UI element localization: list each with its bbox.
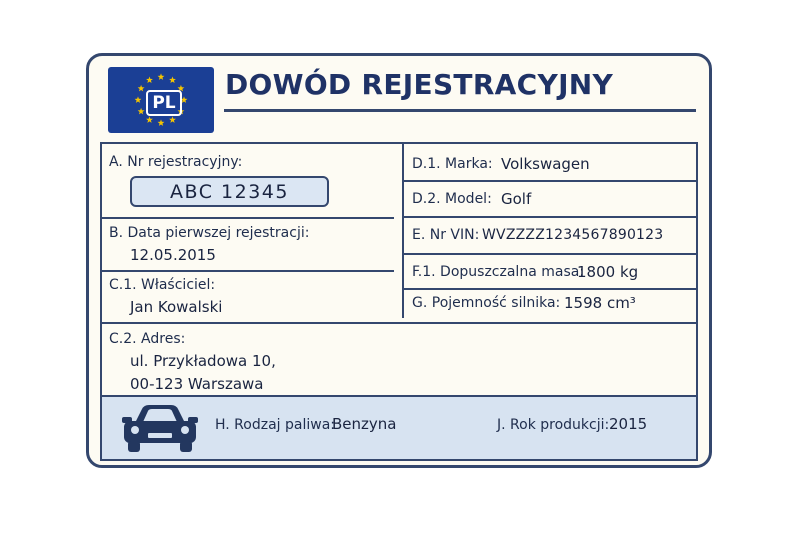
flag-star [138, 108, 145, 115]
label-model: D.2. Model: [412, 191, 492, 207]
fields-frame [100, 142, 698, 397]
eu-flag [108, 67, 214, 133]
value-wlasciciel: Jan Kowalski [130, 298, 223, 316]
flag-star [146, 76, 153, 83]
value-vin: WVZZZZ1234567890123 [482, 227, 664, 243]
value-masa: 1800 kg [577, 263, 639, 281]
document-title: DOWÓD REJESTRACYJNY [225, 68, 614, 101]
value-data-rejestracji: 12.05.2015 [130, 246, 216, 264]
flag-star [158, 73, 165, 80]
flag-star [169, 116, 176, 123]
car-icon [120, 403, 200, 455]
row-divider [404, 180, 698, 182]
label-paliwo: H. Rodzaj paliwa: [215, 417, 335, 433]
flag-star [169, 76, 176, 83]
value-adres-line2: 00-123 Warszawa [130, 375, 264, 393]
value-adres-line1: ul. Przykładowa 10, [130, 352, 276, 370]
row-divider [102, 322, 698, 324]
label-masa: F.1. Dopuszczalna masa: [412, 264, 585, 280]
value-model: Golf [501, 190, 532, 208]
flag-star [158, 119, 165, 126]
label-wlasciciel: C.1. Właściciel: [109, 277, 216, 293]
registration-card [86, 53, 712, 468]
value-rok: 2015 [609, 415, 648, 433]
value-pojemnosc: 1598 cm³ [564, 294, 636, 312]
flag-star [146, 116, 153, 123]
label-rok: J. Rok produkcji: [497, 417, 610, 433]
label-adres: C.2. Adres: [109, 331, 186, 347]
title-underline [224, 109, 696, 112]
row-divider [404, 288, 698, 290]
label-data-rejestracji: B. Data pierwszej rejestracji: [109, 225, 310, 241]
row-divider [102, 270, 394, 272]
country-code: PL [146, 90, 182, 116]
column-divider [402, 144, 404, 318]
flag-star [138, 85, 145, 92]
value-marka: Volkswagen [501, 155, 590, 173]
registration-plate: ABC 12345 [130, 176, 329, 207]
row-divider [404, 216, 698, 218]
flag-star [135, 96, 142, 103]
footer-band [100, 397, 698, 461]
label-nr-rejestracyjny: A. Nr rejestracyjny: [109, 154, 243, 170]
label-marka: D.1. Marka: [412, 156, 493, 172]
label-vin: E. Nr VIN: [412, 227, 480, 243]
row-divider [404, 253, 698, 255]
row-divider [102, 217, 394, 219]
label-pojemnosc: G. Pojemność silnika: [412, 295, 561, 311]
value-paliwo: Benzyna [332, 415, 397, 433]
